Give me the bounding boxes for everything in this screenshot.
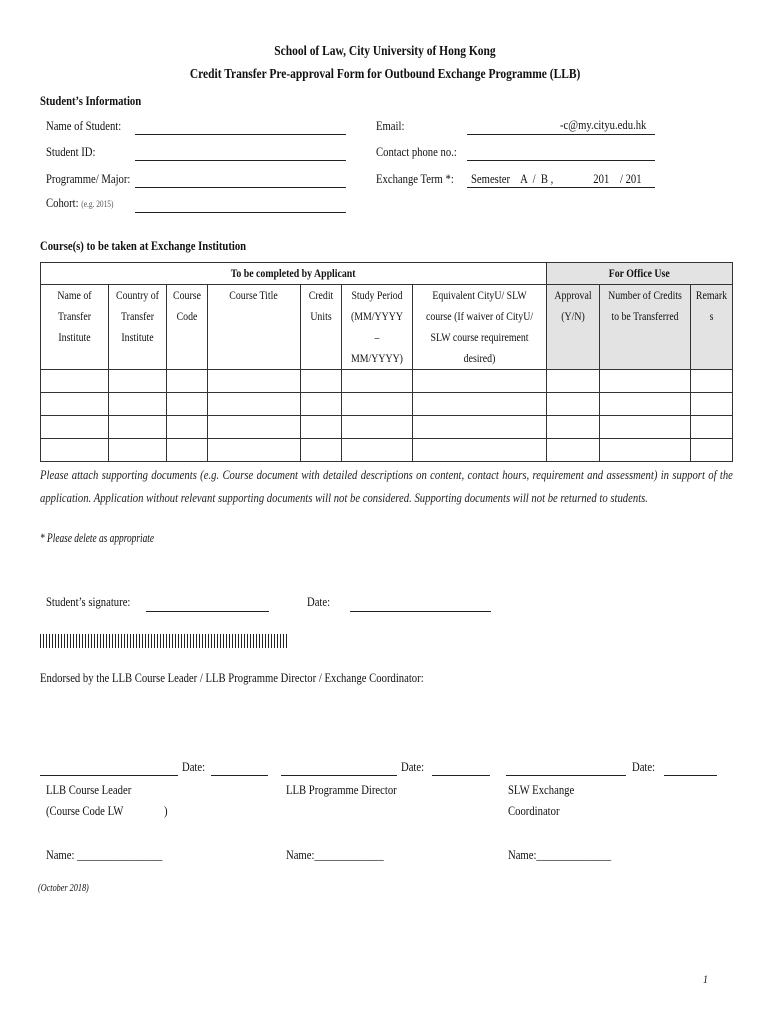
- email-field[interactable]: [467, 134, 655, 135]
- director-date-field[interactable]: [432, 775, 490, 776]
- exchange-term-label: Exchange Term *:: [376, 171, 454, 186]
- student-date-field[interactable]: [350, 611, 491, 612]
- courses-heading: Course(s) to be taken at Exchange Institution: [40, 238, 247, 253]
- separator-line: [40, 634, 288, 648]
- director-title: LLB Programme Director: [286, 782, 397, 797]
- col-header-course-title: Course Title: [208, 285, 301, 370]
- leader-name-field[interactable]: Name: ________________: [46, 847, 163, 862]
- delete-note: * Please delete as appropriate: [40, 530, 155, 545]
- table-row: [41, 393, 733, 416]
- student-id-field[interactable]: [135, 160, 346, 161]
- page-number: 1: [703, 972, 708, 986]
- col-header-remarks: Remarks: [691, 285, 733, 370]
- student-id-label: Student ID:: [46, 144, 96, 159]
- cohort-label: Cohort: (e.g. 2015): [46, 195, 114, 210]
- coordinator-title-line2: Coordinator: [508, 803, 560, 818]
- form-version: (October 2018): [38, 883, 89, 894]
- table-row: [41, 439, 733, 462]
- programme-field[interactable]: [135, 187, 346, 188]
- col-header-equivalent-course: Equivalent CityU/ SLW course (If waiver of CityU/ SLW course requirement desired): [413, 285, 547, 370]
- coordinator-signature-field[interactable]: [506, 775, 626, 776]
- col-header-approval: Approval (Y/N): [547, 285, 600, 370]
- col-header-credits-transferred: Number of Credits to be Transferred: [600, 285, 691, 370]
- exchange-term-field[interactable]: [467, 187, 655, 188]
- office-section-header: For Office Use: [547, 263, 733, 285]
- supporting-documents-note: Please attach supporting documents (e.g. Course document with detailed descriptions on content, contact hours, requirement and assessment) in support of the application. Application without relevant supporting documents will not be considered. Supporting documents will not be returned to students.: [40, 467, 733, 505]
- leader-course-code: (Course Code LW: [46, 803, 124, 818]
- col-header-credit-units: Credit Units: [301, 285, 342, 370]
- student-info-heading: Student’s Information: [40, 93, 142, 108]
- student-signature-field[interactable]: [146, 611, 269, 612]
- endorsement-text: Endorsed by the LLB Course Leader / LLB Programme Director / Exchange Coordinator:: [40, 670, 424, 685]
- cohort-field[interactable]: [135, 212, 346, 213]
- col-header-institute: Name of Transfer Institute: [41, 285, 109, 370]
- student-signature-label: Student’s signature:: [46, 594, 131, 609]
- coordinator-date-field[interactable]: [664, 775, 717, 776]
- col-header-course-code: Course Code: [167, 285, 208, 370]
- coordinator-title-line1: SLW Exchange: [508, 782, 575, 797]
- coordinator-name-field[interactable]: Name:______________: [508, 847, 612, 862]
- leader-date-field[interactable]: [211, 775, 268, 776]
- applicant-section-header: To be completed by Applicant: [41, 263, 547, 285]
- email-domain: -c@my.cityu.edu.hk: [560, 117, 647, 132]
- leader-course-code-close: ): [164, 803, 168, 818]
- form-title-line2: Credit Transfer Pre-approval Form for Outbound Exchange Programme (LLB): [189, 67, 581, 82]
- phone-label: Contact phone no.:: [376, 144, 457, 159]
- phone-field[interactable]: [467, 160, 655, 161]
- email-label: Email:: [376, 118, 405, 133]
- col-header-study-period: Study Period (MM/YYYY – MM/YYYY): [342, 285, 413, 370]
- director-date-label: Date:: [401, 759, 425, 774]
- name-field[interactable]: [135, 134, 346, 135]
- leader-date-label: Date:: [182, 759, 206, 774]
- student-date-label: Date:: [307, 594, 331, 609]
- programme-label: Programme/ Major:: [46, 171, 131, 186]
- leader-signature-field[interactable]: [40, 775, 178, 776]
- name-label: Name of Student:: [46, 118, 122, 133]
- form-title-line1: School of Law, City University of Hong Kong: [274, 44, 496, 59]
- coordinator-date-label: Date:: [632, 759, 656, 774]
- leader-title: LLB Course Leader: [46, 782, 132, 797]
- director-signature-field[interactable]: [281, 775, 397, 776]
- courses-table: [40, 262, 733, 462]
- table-row: [41, 416, 733, 439]
- col-header-country: Country of Transfer Institute: [109, 285, 167, 370]
- cohort-hint: (e.g. 2015): [81, 199, 114, 209]
- exchange-term-value: Semester A / B , 201 / 201: [471, 171, 642, 186]
- director-name-field[interactable]: Name:_____________: [286, 847, 384, 862]
- table-row: [41, 370, 733, 393]
